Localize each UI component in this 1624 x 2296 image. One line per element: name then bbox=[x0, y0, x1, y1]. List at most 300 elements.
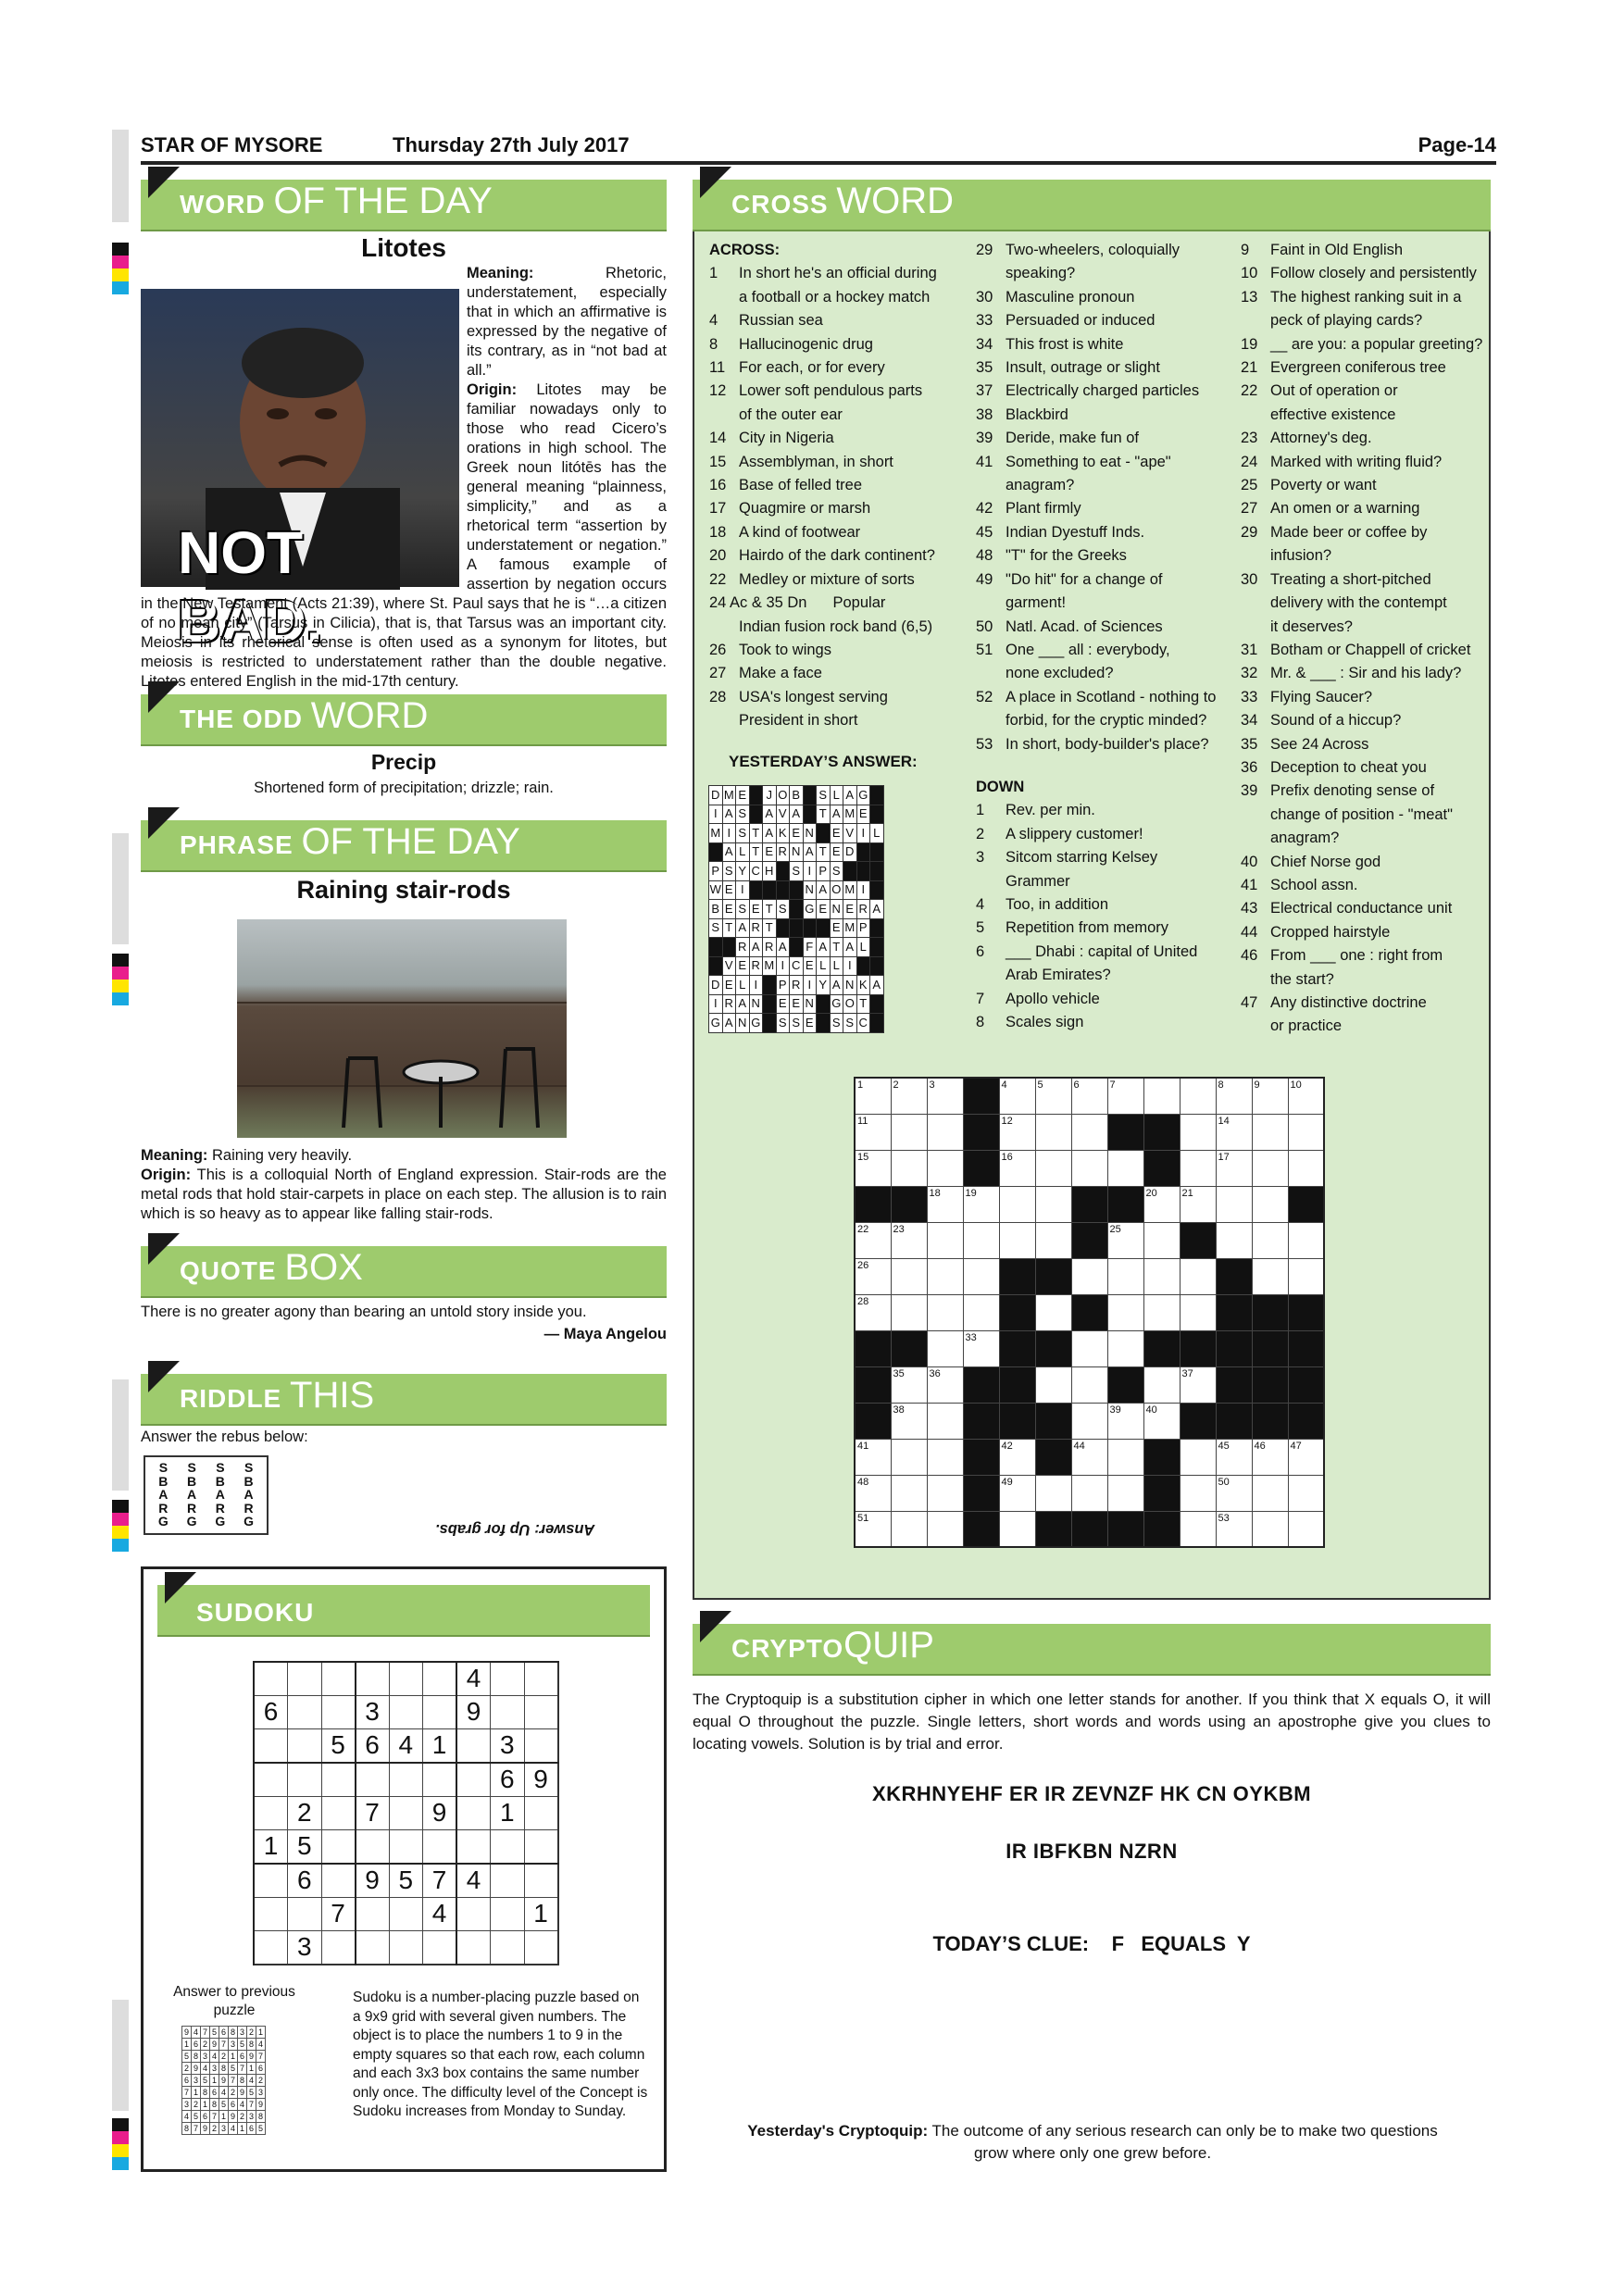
sudoku-cell bbox=[389, 1796, 423, 1829]
crossword-cell[interactable] bbox=[1035, 1114, 1071, 1150]
crossword-cell[interactable] bbox=[855, 1258, 891, 1294]
crossword-cell[interactable] bbox=[999, 1511, 1035, 1547]
crossword-cell[interactable] bbox=[963, 1330, 999, 1366]
answer-cell: R bbox=[776, 842, 790, 862]
prev-sudoku-cell: 9 bbox=[219, 2075, 229, 2087]
clue-text: Prefix denoting sense of bbox=[1270, 782, 1435, 800]
sudoku-cell bbox=[423, 1763, 457, 1796]
crossword-cell[interactable] bbox=[1143, 1403, 1180, 1439]
crossword-cell[interactable] bbox=[1180, 1366, 1216, 1403]
patio-furniture-icon bbox=[237, 919, 567, 1138]
clue-text: anagram? bbox=[1270, 830, 1340, 847]
crossword-cell bbox=[1252, 1330, 1288, 1366]
heading-bold: RIDDLE bbox=[180, 1384, 282, 1413]
crossword-cell[interactable] bbox=[855, 1294, 891, 1330]
prev-sudoku-cell: 4 bbox=[238, 2099, 247, 2111]
crossword-cell[interactable] bbox=[1107, 1439, 1143, 1475]
crossword-cell bbox=[1288, 1186, 1324, 1222]
clue-text: Natl. Acad. of Sciences bbox=[1006, 618, 1163, 635]
crossword-cell[interactable] bbox=[1143, 1222, 1180, 1258]
prev-sudoku-cell: 1 bbox=[210, 2075, 219, 2087]
clue-number: 53 bbox=[976, 735, 993, 753]
cell-number: 9 bbox=[1254, 1079, 1260, 1091]
prev-sudoku-cell: 4 bbox=[210, 2051, 219, 2063]
crossword-cell[interactable] bbox=[1107, 1403, 1143, 1439]
prev-sudoku-cell: 6 bbox=[247, 2123, 256, 2135]
previous-sudoku-answer bbox=[181, 2026, 266, 2135]
crossword-cell[interactable] bbox=[1071, 1114, 1107, 1150]
crossword-cell[interactable] bbox=[1107, 1258, 1143, 1294]
answer-cell bbox=[870, 956, 884, 976]
clue-number bbox=[709, 404, 739, 427]
crossword-cell[interactable] bbox=[1107, 1150, 1143, 1186]
crossword-cell[interactable] bbox=[999, 1186, 1035, 1222]
clue-number: 18 bbox=[709, 523, 727, 541]
crossword-cell[interactable] bbox=[1071, 1330, 1107, 1366]
crossword-cell[interactable] bbox=[1216, 1222, 1252, 1258]
crossword-cell[interactable] bbox=[927, 1511, 963, 1547]
sudoku-cell bbox=[321, 1763, 356, 1796]
answer-cell bbox=[763, 880, 777, 900]
crossword-cell[interactable] bbox=[1252, 1258, 1288, 1294]
crossword-cell[interactable] bbox=[891, 1294, 927, 1330]
prev-sudoku-cell: 2 bbox=[256, 2075, 266, 2087]
prev-sudoku-cell: 6 bbox=[201, 2111, 210, 2123]
cell-number: 28 bbox=[857, 1295, 869, 1307]
crossword-cell[interactable] bbox=[855, 1439, 891, 1475]
prev-sudoku-cell: 5 bbox=[201, 2075, 210, 2087]
crossword-cell[interactable] bbox=[855, 1511, 891, 1547]
sudoku-cell: 6 bbox=[356, 1729, 390, 1763]
cell-number: 19 bbox=[965, 1187, 977, 1199]
clue-number bbox=[1241, 404, 1270, 427]
cell-number: 16 bbox=[1001, 1151, 1013, 1163]
crossword-cell[interactable] bbox=[1216, 1439, 1252, 1475]
yesterday-cryptoquip bbox=[731, 2120, 1454, 2165]
crossword-cell[interactable] bbox=[891, 1114, 927, 1150]
clue-text: "Do hit" for a change of bbox=[1006, 570, 1163, 588]
crossword-cell[interactable] bbox=[1107, 1294, 1143, 1330]
answer-cell bbox=[803, 918, 817, 938]
sudoku-cell bbox=[288, 1662, 322, 1695]
clue-row bbox=[976, 592, 1231, 615]
answer-cell: E bbox=[803, 956, 817, 976]
sudoku-cell: 7 bbox=[356, 1796, 390, 1829]
crossword-cell[interactable] bbox=[963, 1294, 999, 1330]
crossword-cell[interactable] bbox=[1107, 1078, 1143, 1114]
sudoku-cell: 9 bbox=[356, 1864, 390, 1897]
answer-cell: Y bbox=[817, 976, 831, 995]
crossword-cell[interactable] bbox=[1180, 1186, 1216, 1222]
crossword-cell[interactable] bbox=[1143, 1258, 1180, 1294]
heading-light: QUIP bbox=[843, 1625, 934, 1666]
crossword-cell[interactable] bbox=[999, 1439, 1035, 1475]
crossword-cell[interactable] bbox=[1252, 1222, 1288, 1258]
crossword-cell[interactable] bbox=[1071, 1078, 1107, 1114]
sudoku-cell bbox=[288, 1897, 322, 1930]
clue-text: of the outer ear bbox=[739, 406, 843, 423]
clue-row bbox=[1241, 592, 1491, 615]
crossword-cell[interactable] bbox=[1252, 1078, 1288, 1114]
sudoku-cell bbox=[356, 1829, 390, 1863]
answer-cell: I bbox=[776, 956, 790, 976]
prev-sudoku-cell: 2 bbox=[201, 2039, 210, 2051]
crossword-cell[interactable] bbox=[963, 1186, 999, 1222]
sudoku-cell bbox=[321, 1796, 356, 1829]
crossword-cell bbox=[1143, 1150, 1180, 1186]
answer-cell: L bbox=[736, 976, 750, 995]
crossword-cell[interactable] bbox=[1180, 1511, 1216, 1547]
crossword-cell[interactable] bbox=[891, 1222, 927, 1258]
print-margin-bar bbox=[112, 130, 129, 222]
clue-number: 38 bbox=[976, 406, 993, 423]
crossword-cell[interactable] bbox=[927, 1186, 963, 1222]
crossword-cell[interactable] bbox=[1035, 1366, 1071, 1403]
clue-number: 4 bbox=[976, 896, 985, 914]
registration-mark bbox=[112, 2131, 129, 2144]
sudoku-cell: 9 bbox=[456, 1695, 491, 1728]
answer-cell bbox=[763, 994, 777, 1014]
sudoku-cell bbox=[254, 1729, 288, 1763]
clue-number: 20 bbox=[709, 547, 727, 565]
crossword-cell[interactable] bbox=[1071, 1439, 1107, 1475]
answer-cell: E bbox=[856, 805, 870, 824]
odd-word-text: Shortened form of precipitation; drizzle; rain. bbox=[254, 780, 554, 796]
crossword-cell[interactable] bbox=[1252, 1475, 1288, 1511]
clue-row bbox=[709, 427, 978, 450]
clue-row bbox=[1241, 286, 1491, 309]
answer-cell: C bbox=[790, 956, 804, 976]
prev-sudoku-cell: 7 bbox=[192, 2123, 201, 2135]
crossword-cell[interactable] bbox=[1216, 1475, 1252, 1511]
crossword-cell bbox=[1107, 1511, 1143, 1547]
cell-number: 25 bbox=[1109, 1223, 1121, 1235]
cipher-line-1: XKRHNYEHF ER IR ZEVNZF HK CN OYKBM bbox=[871, 1782, 1312, 1805]
crossword-cell[interactable] bbox=[1252, 1186, 1288, 1222]
crossword-cell[interactable] bbox=[927, 1439, 963, 1475]
crossword-cell[interactable] bbox=[1107, 1475, 1143, 1511]
clue-text: Indian fusion rock band (6,5) bbox=[739, 618, 933, 635]
answer-cell: M bbox=[843, 918, 857, 938]
clue-text: Deception to cheat you bbox=[1270, 758, 1427, 776]
answer-cell: E bbox=[736, 956, 750, 976]
clue-number: 9 bbox=[1241, 242, 1250, 258]
crossword-cell[interactable] bbox=[1035, 1294, 1071, 1330]
clue-number: 52 bbox=[976, 688, 993, 705]
clue-text: ___ Dhabi : capital of United bbox=[1006, 942, 1198, 960]
todays-clue: TODAY’S CLUE: F EQUALS Y bbox=[932, 1932, 1251, 1955]
sudoku-cell bbox=[524, 1662, 558, 1695]
crossword-cell[interactable] bbox=[1180, 1475, 1216, 1511]
clue-number: 27 bbox=[1241, 500, 1258, 518]
yest-label: Yesterday's Cryptoquip: bbox=[747, 2122, 929, 2140]
answer-cell: M bbox=[709, 824, 723, 843]
crossword-cell[interactable] bbox=[1071, 1258, 1107, 1294]
prev-sudoku-cell: 2 bbox=[192, 2099, 201, 2111]
clue-text: Rev. per min. bbox=[1006, 802, 1095, 819]
crossword-cell[interactable] bbox=[1035, 1186, 1071, 1222]
prev-sudoku-cell: 1 bbox=[219, 2111, 229, 2123]
answer-cell bbox=[843, 862, 857, 881]
answer-cell: V bbox=[843, 824, 857, 843]
prev-sudoku-cell: 4 bbox=[201, 2063, 210, 2075]
crossword-cell[interactable] bbox=[1252, 1439, 1288, 1475]
crossword-cell[interactable] bbox=[963, 1222, 999, 1258]
crossword-cell[interactable] bbox=[1071, 1475, 1107, 1511]
answer-cell: C bbox=[749, 862, 763, 881]
answer-cell: R bbox=[722, 994, 736, 1014]
crossword-cell[interactable] bbox=[855, 1222, 891, 1258]
crossword-cell[interactable] bbox=[1252, 1150, 1288, 1186]
crossword-cell[interactable] bbox=[1107, 1330, 1143, 1366]
clue-text: Assemblyman, in short bbox=[739, 453, 893, 470]
crossword-cell[interactable] bbox=[1252, 1511, 1288, 1547]
clue-text: Arab Emirates? bbox=[1006, 967, 1111, 984]
crossword-cell[interactable] bbox=[927, 1330, 963, 1366]
clue-row bbox=[709, 709, 978, 732]
crossword-cell[interactable] bbox=[1288, 1150, 1324, 1186]
sudoku-cell bbox=[456, 1930, 491, 1964]
clue-text: change of position - "meat" bbox=[1270, 805, 1453, 823]
crossword-cell[interactable] bbox=[1071, 1366, 1107, 1403]
clue-row bbox=[976, 1011, 1231, 1034]
crossword-cell[interactable] bbox=[891, 1150, 927, 1186]
crossword-cell[interactable] bbox=[1180, 1150, 1216, 1186]
prev-sudoku-cell: 6 bbox=[192, 2039, 201, 2051]
answer-cell: T bbox=[749, 824, 763, 843]
page-header bbox=[141, 130, 1496, 165]
crossword-cell[interactable] bbox=[1216, 1114, 1252, 1150]
answer-cell: A bbox=[722, 842, 736, 862]
clue-row bbox=[976, 733, 1231, 756]
crossword-cell[interactable] bbox=[1180, 1078, 1216, 1114]
crossword-cell[interactable] bbox=[1180, 1439, 1216, 1475]
heading-bold: CRYPTO bbox=[731, 1634, 844, 1663]
crossword-cell[interactable] bbox=[999, 1475, 1035, 1511]
sudoku-cell bbox=[288, 1695, 322, 1728]
clue-number: 5 bbox=[976, 919, 985, 937]
clue-row bbox=[976, 262, 1231, 285]
crossword-cell[interactable] bbox=[855, 1078, 891, 1114]
answer-cell: I bbox=[856, 880, 870, 900]
answer-cell bbox=[776, 918, 790, 938]
clue-row bbox=[709, 309, 978, 332]
crossword-cell[interactable] bbox=[999, 1114, 1035, 1150]
clue-text: Marked with writing fluid? bbox=[1270, 453, 1443, 470]
prev-sudoku-cell: 1 bbox=[182, 2039, 192, 2051]
crossword-cell[interactable] bbox=[1216, 1511, 1252, 1547]
crossword-grid bbox=[854, 1077, 1325, 1548]
crossword-cell[interactable] bbox=[927, 1222, 963, 1258]
crossword-cell[interactable] bbox=[1288, 1222, 1324, 1258]
origin-label: Origin: bbox=[141, 1167, 192, 1183]
sudoku-cell bbox=[491, 1897, 525, 1930]
crossword-cell[interactable] bbox=[855, 1114, 891, 1150]
crossword-cell[interactable] bbox=[927, 1078, 963, 1114]
crossword-cell[interactable] bbox=[1180, 1258, 1216, 1294]
crossword-cell[interactable] bbox=[891, 1258, 927, 1294]
answer-cell: O bbox=[843, 994, 857, 1014]
crossword-cell[interactable] bbox=[927, 1403, 963, 1439]
clue-row bbox=[1241, 474, 1491, 497]
crossword-cell[interactable] bbox=[1288, 1511, 1324, 1547]
crossword-cell[interactable] bbox=[1288, 1475, 1324, 1511]
issue-date: Thursday 27th July 2017 bbox=[393, 133, 630, 156]
crossword-cell[interactable] bbox=[1035, 1078, 1071, 1114]
crossword-cell[interactable] bbox=[1216, 1150, 1252, 1186]
answer-cell: S bbox=[736, 824, 750, 843]
answer-cell: J bbox=[763, 786, 777, 805]
cryptoquip-intro: The Cryptoquip is a substitution cipher in which one letter stands for another. If you think that X equals O, it will equal O throughout the puzzle. Single letters, short words and words using an apostrophe give you clues to locating vowels. Solution is by trial and error. bbox=[693, 1691, 1491, 1753]
crossword-cell[interactable] bbox=[999, 1078, 1035, 1114]
clue-row bbox=[976, 616, 1231, 639]
answer-cell: E bbox=[830, 824, 843, 843]
crossword-cell[interactable] bbox=[1143, 1294, 1180, 1330]
heading-light: WORD bbox=[310, 695, 429, 736]
crossword-cell[interactable] bbox=[1216, 1078, 1252, 1114]
sudoku-cell bbox=[491, 1829, 525, 1863]
crossword-cell[interactable] bbox=[1288, 1078, 1324, 1114]
crossword-cell bbox=[963, 1403, 999, 1439]
answer-cell: I bbox=[709, 805, 723, 824]
yesterday-answer-grid bbox=[708, 785, 884, 1033]
corner-triangle-icon bbox=[148, 681, 180, 713]
answer-cell: A bbox=[803, 842, 817, 862]
down-clues-col3 bbox=[1241, 239, 1491, 1039]
crossword-cell[interactable] bbox=[1143, 1078, 1180, 1114]
answer-cell: A bbox=[763, 805, 777, 824]
riddle-heading bbox=[141, 1374, 667, 1426]
prev-sudoku-cell: 9 bbox=[238, 2087, 247, 2099]
crossword-cell[interactable] bbox=[1107, 1222, 1143, 1258]
meaning-text: Rhetoric, understatement, especially that in which an affirmative is expressed by the negative of its contrary, as in “not bad at all.” bbox=[467, 265, 667, 379]
clue-row bbox=[976, 404, 1231, 427]
phrase-heading bbox=[141, 820, 667, 872]
crossword-cell[interactable] bbox=[927, 1366, 963, 1403]
clue-number: 35 bbox=[1241, 735, 1258, 753]
clue-text: Cropped hairstyle bbox=[1270, 923, 1391, 941]
clue-text: Hallucinogenic drug bbox=[739, 335, 873, 353]
crossword-cell[interactable] bbox=[1252, 1114, 1288, 1150]
clue-row bbox=[709, 616, 978, 639]
answer-cell: N bbox=[803, 824, 817, 843]
clue-text: Grammer bbox=[1006, 872, 1070, 890]
page-number: Page-14 bbox=[1418, 133, 1496, 156]
sudoku-cell: 6 bbox=[491, 1763, 525, 1796]
clue-number: 28 bbox=[709, 688, 727, 705]
cell-number: 21 bbox=[1181, 1187, 1193, 1199]
clue-text: Make a face bbox=[739, 665, 822, 682]
prev-sudoku-cell: 9 bbox=[256, 2099, 266, 2111]
sudoku-grid bbox=[253, 1661, 559, 1965]
crossword-cell[interactable] bbox=[891, 1439, 927, 1475]
answer-cell: I bbox=[803, 862, 817, 881]
clue-number: 32 bbox=[1241, 665, 1258, 682]
crossword-cell[interactable] bbox=[891, 1475, 927, 1511]
crossword-cell[interactable] bbox=[1143, 1186, 1180, 1222]
clue-text: Mr. & ___ : Sir and his lady? bbox=[1270, 665, 1462, 682]
clue-text: Plant firmly bbox=[1006, 500, 1081, 518]
crossword-cell[interactable] bbox=[1035, 1222, 1071, 1258]
answer-cell: O bbox=[776, 786, 790, 805]
crossword-cell bbox=[1216, 1294, 1252, 1330]
crossword-cell[interactable] bbox=[927, 1114, 963, 1150]
crossword-cell[interactable] bbox=[1035, 1475, 1071, 1511]
clue-text: delivery with the contempt bbox=[1270, 594, 1447, 612]
clue-row bbox=[1241, 780, 1491, 803]
quote-author: — Maya Angelou bbox=[543, 1326, 667, 1342]
answer-cell: E bbox=[763, 842, 777, 862]
crossword-cell[interactable] bbox=[999, 1222, 1035, 1258]
sudoku-cell bbox=[491, 1662, 525, 1695]
crossword-cell[interactable] bbox=[855, 1475, 891, 1511]
crossword-cell[interactable] bbox=[1288, 1114, 1324, 1150]
heading-bold: WORD bbox=[180, 190, 266, 218]
prev-sudoku-cell: 4 bbox=[247, 2075, 256, 2087]
clue-number: 29 bbox=[1241, 523, 1258, 541]
clue-row bbox=[709, 262, 978, 285]
crossword-cell bbox=[999, 1330, 1035, 1366]
prev-sudoku-cell: 5 bbox=[182, 2051, 192, 2063]
crossword-cell[interactable] bbox=[891, 1511, 927, 1547]
crossword-cell[interactable] bbox=[927, 1258, 963, 1294]
heading-light: THIS bbox=[290, 1375, 375, 1416]
answer-cell bbox=[817, 1014, 831, 1033]
clue-text: Quagmire or marsh bbox=[739, 500, 871, 518]
crossword-cell[interactable] bbox=[1071, 1150, 1107, 1186]
clue-number: 12 bbox=[709, 382, 727, 400]
rain-patio-image bbox=[237, 919, 567, 1138]
answer-cell: V bbox=[776, 805, 790, 824]
crossword-cell[interactable] bbox=[1288, 1439, 1324, 1475]
crossword-cell[interactable] bbox=[927, 1475, 963, 1511]
cell-number: 14 bbox=[1218, 1115, 1230, 1127]
corner-triangle-icon bbox=[148, 167, 180, 198]
crossword-cell[interactable] bbox=[1180, 1114, 1216, 1150]
crossword-cell[interactable] bbox=[891, 1366, 927, 1403]
crossword-cell[interactable] bbox=[963, 1258, 999, 1294]
crossword-cell[interactable] bbox=[1143, 1366, 1180, 1403]
answer-cell: T bbox=[763, 918, 777, 938]
answer-cell: G bbox=[709, 1014, 723, 1033]
clue-row bbox=[976, 380, 1231, 403]
riddle-answer: Answer: Up for grabs. bbox=[435, 1521, 595, 1538]
clue-number: 21 bbox=[1241, 359, 1258, 377]
crossword-cell[interactable] bbox=[927, 1150, 963, 1186]
clue-number: 47 bbox=[1241, 994, 1258, 1011]
clue-text: Treating a short-pitched bbox=[1270, 570, 1431, 588]
prev-sudoku-cell: 9 bbox=[201, 2123, 210, 2135]
clue-text: Made beer or coffee by bbox=[1270, 523, 1428, 541]
crossword-cell[interactable] bbox=[855, 1150, 891, 1186]
crossword-cell[interactable] bbox=[1071, 1403, 1107, 1439]
crossword-cell bbox=[1143, 1114, 1180, 1150]
crossword-cell[interactable] bbox=[1288, 1258, 1324, 1294]
crossword-cell bbox=[963, 1511, 999, 1547]
crossword-cell[interactable] bbox=[999, 1150, 1035, 1186]
clue-row bbox=[709, 474, 978, 497]
crossword-cell[interactable] bbox=[927, 1294, 963, 1330]
answer-cell: R bbox=[749, 918, 763, 938]
sudoku-cell bbox=[389, 1930, 423, 1964]
crossword-cell[interactable] bbox=[1180, 1294, 1216, 1330]
crossword-cell[interactable] bbox=[891, 1403, 927, 1439]
crossword-cell[interactable] bbox=[891, 1078, 927, 1114]
phrase-title: Raining stair-rods bbox=[296, 876, 511, 904]
across-label: ACROSS: bbox=[709, 242, 781, 258]
crossword-cell[interactable] bbox=[1035, 1150, 1071, 1186]
crossword-cell[interactable] bbox=[1216, 1186, 1252, 1222]
